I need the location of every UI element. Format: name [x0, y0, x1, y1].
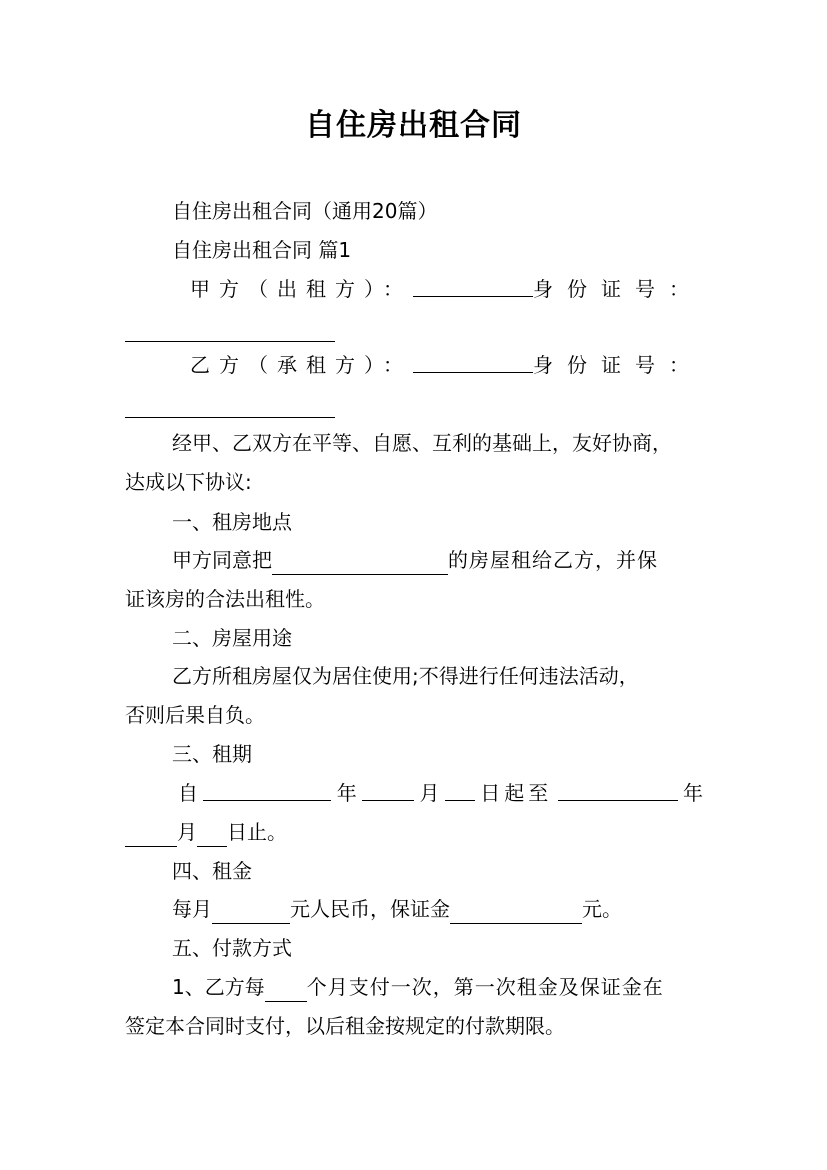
start-month-blank — [362, 778, 414, 801]
rent-post: 元。 — [582, 897, 622, 921]
party-b-label: 乙方（承租方）： — [190, 353, 412, 377]
section-2-heading: 二、房屋用途 — [172, 626, 292, 650]
start-year-blank — [203, 778, 331, 801]
party-b-line — [190, 350, 703, 380]
property-address-blank — [272, 552, 448, 575]
deposit-blank — [450, 901, 582, 924]
monthly-rent-blank — [212, 901, 290, 924]
party-b-id-line — [125, 388, 703, 418]
payment-months-blank — [265, 979, 307, 1002]
subtitle-line: 自住房出租合同（通用20篇） — [172, 199, 438, 223]
section-heading-1: 自住房出租合同 篇1 — [172, 238, 352, 262]
term-year: 年 — [336, 781, 357, 805]
agreement-text-2: 达成以下协议: — [125, 470, 252, 494]
end-year-blank — [558, 778, 678, 801]
party-b-name-blank — [413, 350, 533, 373]
term-end: 日止。 — [227, 820, 287, 844]
party-b-id-label: 身份证号： — [533, 353, 703, 377]
party-a-name-blank — [413, 274, 533, 297]
party-a-id-blank — [125, 319, 335, 342]
term-from: 自 — [178, 781, 198, 805]
party-a-label: 甲方（出租方）： — [190, 277, 412, 301]
payment-line-1 — [172, 972, 703, 1002]
section-4-heading: 四、租金 — [172, 859, 252, 883]
payment-line-2: 签定本合同时支付，以后租金按规定的付款期限。 — [125, 1014, 565, 1038]
agreement-text-1: 经甲、乙双方在平等、自愿、互利的基础上，友好协商， — [172, 431, 672, 455]
section-1-heading: 一、租房地点 — [172, 510, 292, 534]
document-title: 自住房出租合同 — [305, 108, 522, 143]
section-3-heading: 三、租期 — [172, 742, 252, 766]
party-a-id-label: 身份证号： — [533, 277, 703, 301]
start-day-blank — [445, 778, 475, 801]
end-day-blank — [197, 824, 227, 847]
section-1-pre: 甲方同意把 — [172, 548, 272, 572]
rent-mid: 元人民币，保证金 — [290, 897, 450, 921]
term-month: 月 — [419, 781, 440, 805]
section-2-line-1: 乙方所租房屋仅为居住使用;不得进行任何违法活动， — [172, 664, 639, 688]
term-year-2: 年 — [683, 781, 703, 805]
party-a-id-line — [125, 312, 703, 342]
term-day-to: 日起至 — [480, 781, 553, 805]
party-b-id-blank — [125, 395, 335, 418]
section-1-post: 的房屋租给乙方，并保 — [448, 548, 658, 572]
end-month-blank — [125, 824, 177, 847]
term-line-1 — [178, 778, 703, 808]
section-1-line-1 — [172, 545, 703, 575]
term-line-2 — [125, 817, 703, 847]
section-1-line-2: 证该房的合法出租性。 — [125, 587, 325, 611]
rent-line — [172, 894, 703, 924]
term-month-2: 月 — [177, 820, 197, 844]
rent-pre: 每月 — [172, 897, 212, 921]
party-a-line — [190, 274, 703, 304]
section-2-line-2: 否则后果自负。 — [125, 703, 265, 727]
section-5-heading: 五、付款方式 — [172, 936, 292, 960]
payment-pre: 1、乙方每 — [172, 975, 265, 999]
payment-post: 个月支付一次，第一次租金及保证金在 — [306, 975, 664, 999]
